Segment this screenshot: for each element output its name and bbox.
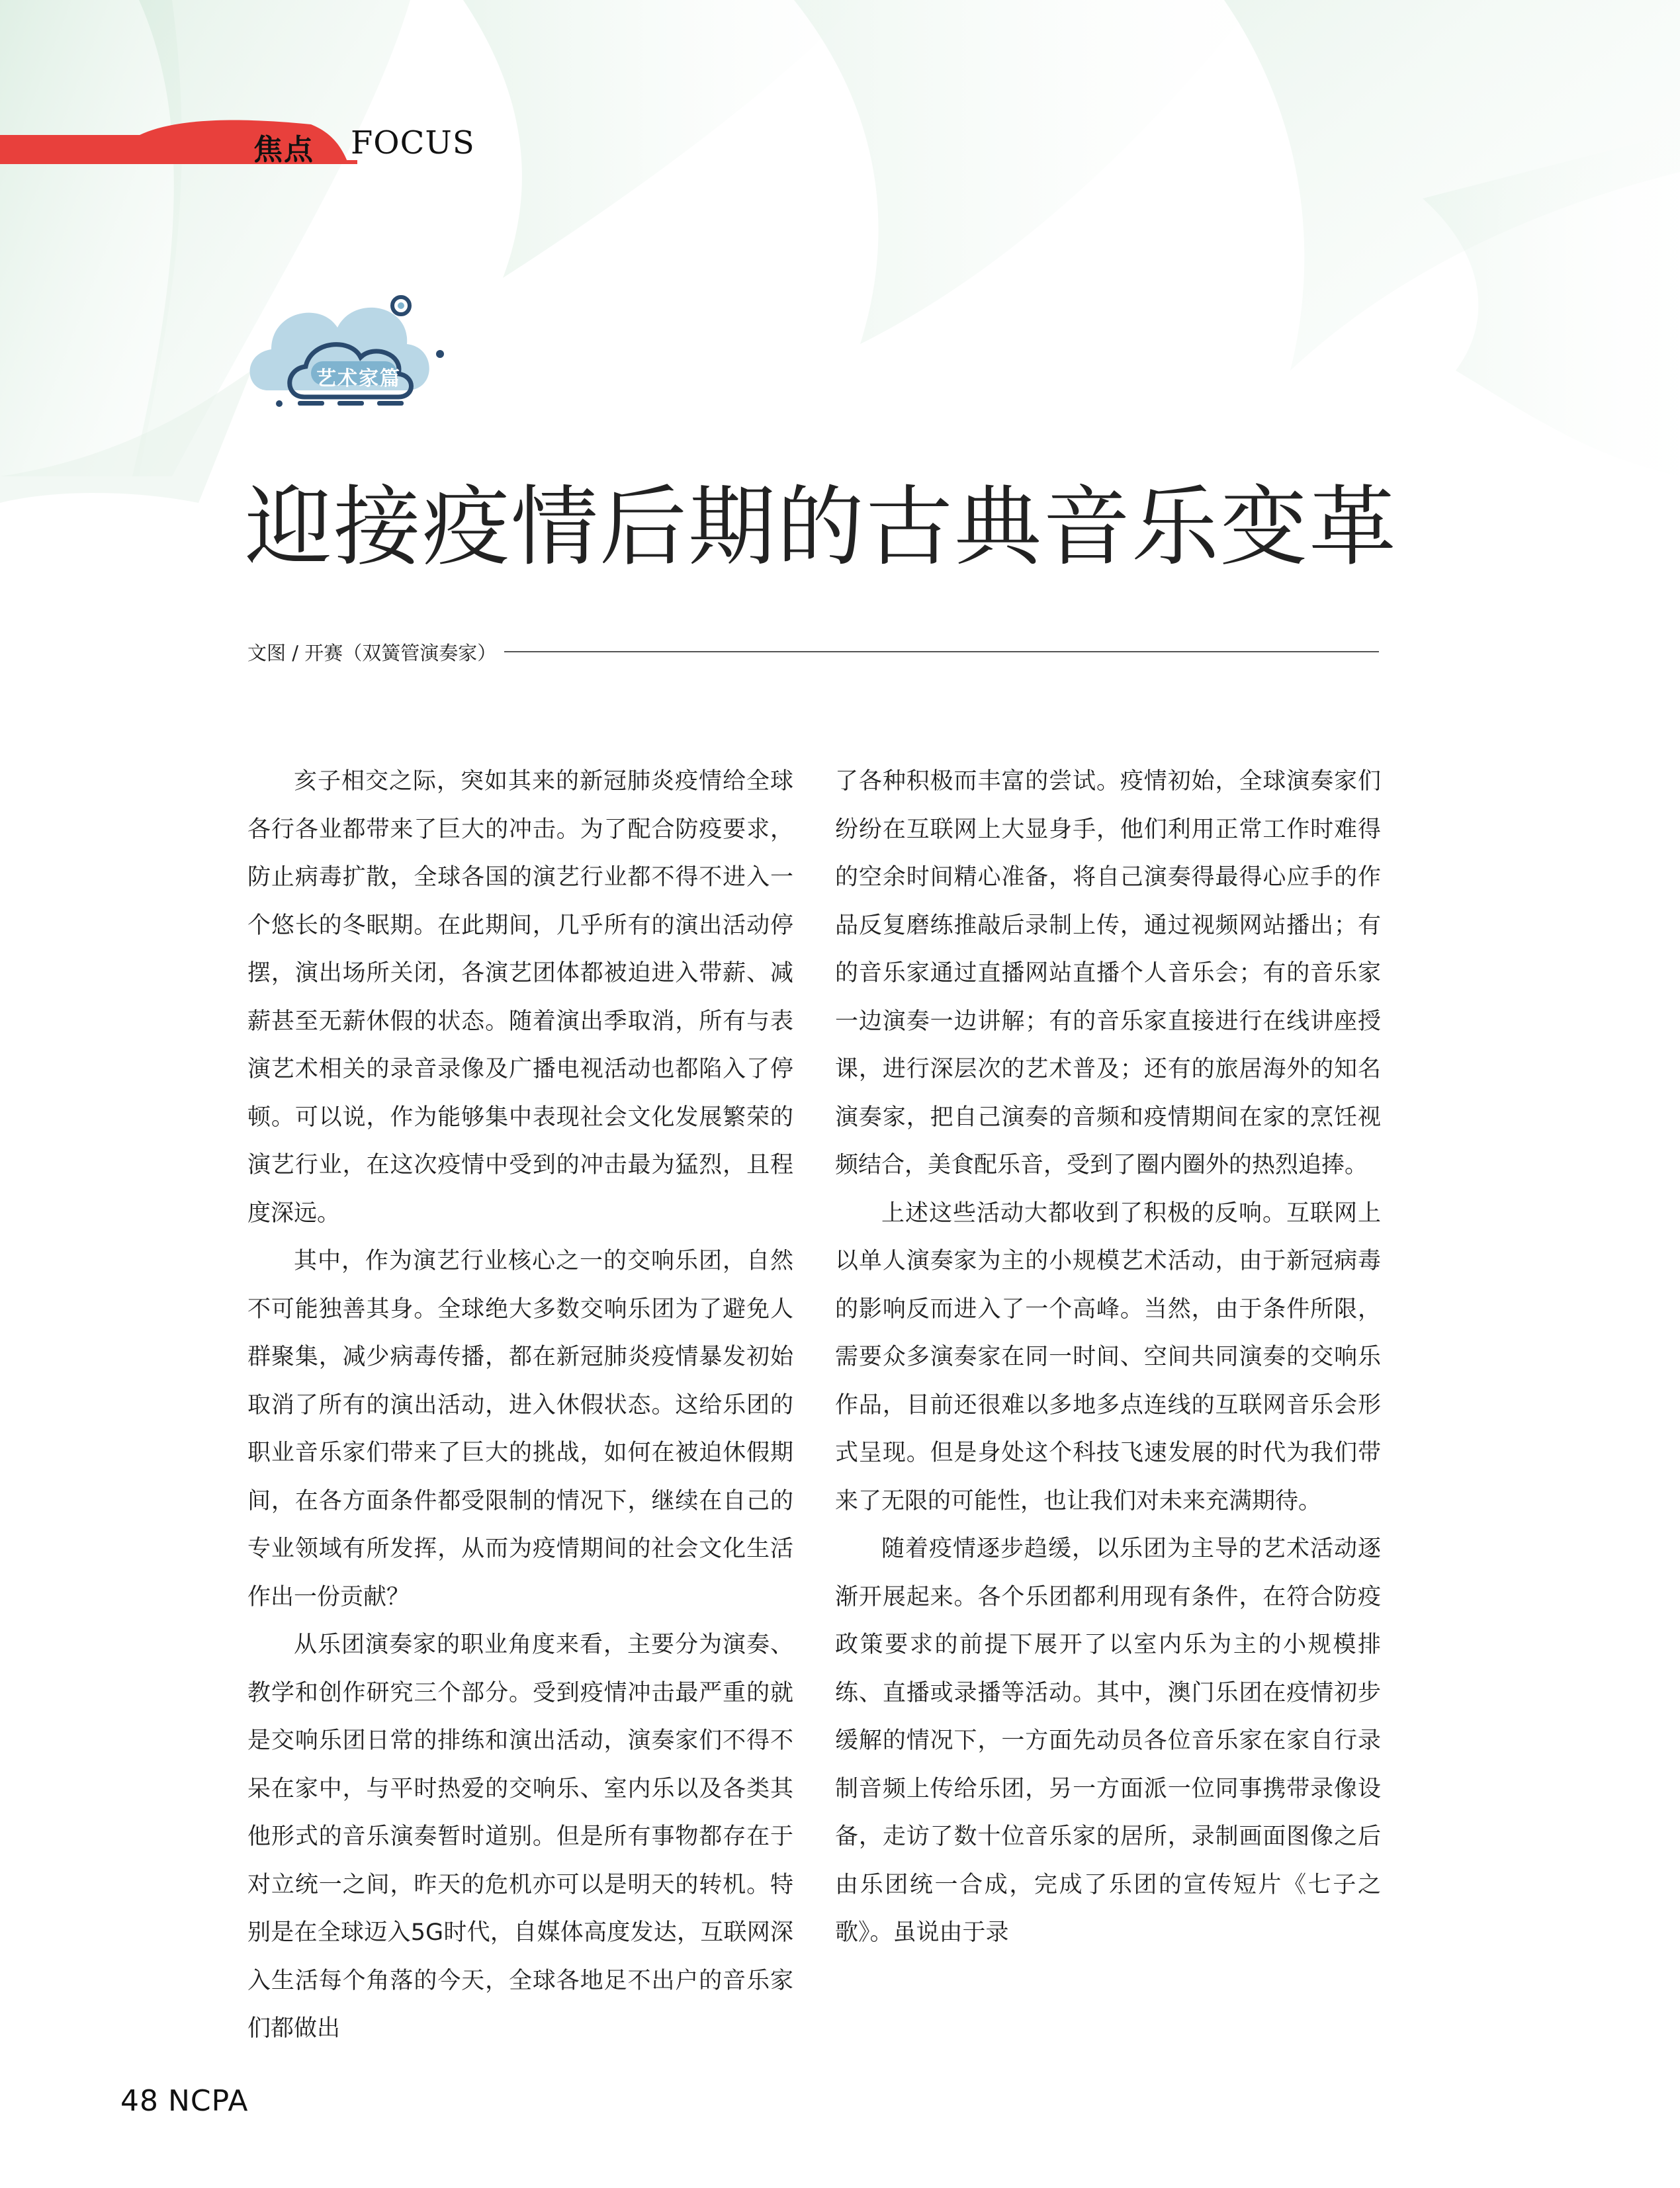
paragraph: 上述这些活动大都收到了积极的反响。互联网上以单人演奏家为主的小规模艺术活动，由于新冠病毒的影响反而进入了一个高峰。当然，由于条件所限，需要众多演奏家在同一时间、空间共同演奏的交响乐作品，目前还很难以多地多点连线的互联网音乐会形式呈现。但是身处这个科技飞速发展的时代为我们带来了无限的可能性，也让我们对未来充满期待。 bbox=[835, 1200, 1381, 1514]
badge-label: 艺术家篇 bbox=[316, 367, 401, 390]
paragraph: 了各种积极而丰富的尝试。疫情初始，全球演奏家们纷纷在互联网上大显身手，他们利用正常工作时难得的空余时间精心准备，将自己演奏得最得心应手的作品反复磨练推敲后录制上传，通过视频网站播出；有的音乐家通过直播网站直播个人音乐会；有的音乐家一边演奏一边讲解；有的音乐家直接进行在线讲座授课，进行深层次的艺术普及；还有的旅居海外的知名演奏家，把自己演奏的音频和疫情期间在家的烹饪视频结合，美食配乐音，受到了圈内圈外的热烈追捧。 bbox=[835, 768, 1381, 1178]
article-title: 迎接疫情后期的古典音乐变革 bbox=[245, 476, 1397, 578]
page-footer bbox=[120, 2084, 257, 2118]
page-number: 48 bbox=[120, 2084, 159, 2118]
paragraph: 从乐团演奏家的职业角度来看，主要分为演奏、教学和创作研究三个部分。受到疫情冲击最严重的就是交响乐团日常的排练和演出活动，演奏家们不得不呆在家中，与平时热爱的交响乐、室内乐以及各类其他形式的音乐演奏暂时道别。但是所有事物都存在于对立统一之间，昨天的危机亦可以是明天的转机。特别是在全球迈入5G时代，自媒体高度发达，互联网深入生活每个角落的今天，全球各地足不出户的音乐家们都做出 bbox=[247, 1632, 793, 2042]
magazine-name: NCPA bbox=[168, 2084, 249, 2118]
right-column bbox=[835, 758, 1381, 1957]
byline: 文图 / 开赛（双簧管演奏家） bbox=[247, 642, 497, 664]
paragraph: 其中，作为演艺行业核心之一的交响乐团，自然不可能独善其身。全球绝大多数交响乐团为了避免人群聚集，减少病毒传播，都在新冠肺炎疫情暴发初始取消了所有的演出活动，进入休假状态。这给乐团的职业音乐家们带来了巨大的挑战，如何在被迫休假期间，在各方面条件都受限制的情况下，继续在自己的专业领域有所发挥，从而为疫情期间的社会文化生活作出一份贡献？ bbox=[247, 1248, 793, 1610]
paragraph: 亥子相交之际，突如其来的新冠肺炎疫情给全球各行各业都带来了巨大的冲击。为了配合防疫要求，防止病毒扩散，全球各国的演艺行业都不得不进入一个悠长的冬眠期。在此期间，几乎所有的演出活动停摆，演出场所关闭，各演艺团体都被迫进入带薪、减薪甚至无薪休假的状态。随着演出季取消，所有与表演艺术相关的录音录像及广播电视活动也都陷入了停顿。可以说，作为能够集中表现社会文化发展繁荣的演艺行业，在这次疫情中受到的冲击最为猛烈，且程度深远。 bbox=[247, 768, 793, 1227]
paragraph: 随着疫情逐步趋缓，以乐团为主导的艺术活动逐渐开展起来。各个乐团都利用现有条件，在符合防疫政策要求的前提下展开了以室内乐为主的小规模排练、直播或录播等活动。其中，澳门乐团在疫情初步缓解的情况下，一方面先动员各位音乐家在家自行录制音频上传给乐团，另一方面派一位同事携带录像设备，走访了数十位音乐家的居所，录制画面图像之后由乐团统一合成，完成了乐团的宣传短片《七子之歌》。虽说由于录 bbox=[835, 1536, 1381, 1946]
section-label-en: FOCUS bbox=[351, 124, 475, 161]
section-label-cn: 焦点 bbox=[253, 133, 314, 167]
left-column bbox=[247, 758, 793, 2053]
cloud-icon bbox=[245, 291, 457, 417]
byline-divider bbox=[504, 651, 1379, 652]
